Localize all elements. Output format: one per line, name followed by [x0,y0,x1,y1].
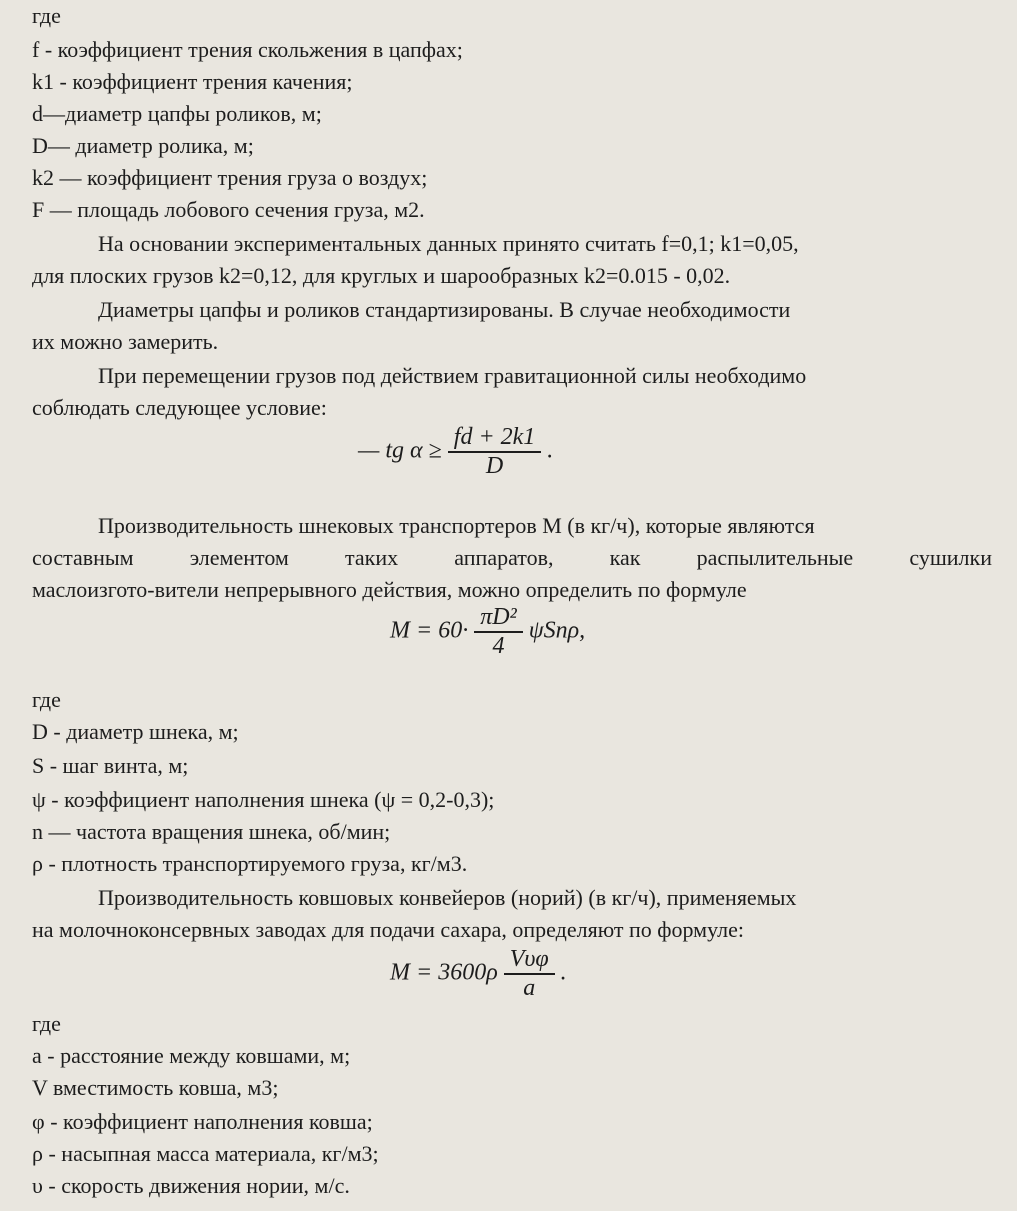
paragraph-bucket-line1: Производительность ковшовых конвейеров (норий) (в кг/ч), применяемых [98,885,797,910]
formula-screw-denominator: 4 [492,633,505,659]
paragraph-screw-line2: составным элементом таких аппаратов, как распылительные сушилки [32,545,992,570]
formula-gravity-denominator: D [485,453,504,479]
formula-gravity-condition [358,424,553,480]
formula-screw-capacity [390,604,585,660]
definition-D: D— диаметр ролика, м; [32,133,254,158]
definition-rho-bulk: ρ - насыпная масса материала, кг/м3; [32,1141,379,1166]
formula-screw-numerator: πD² [474,604,523,633]
definition-phi: φ - коэффициент наполнения ковша; [32,1109,373,1134]
formula-gravity-left: — tg α ≥ [358,437,442,464]
definition-screw-diameter: D - диаметр шнека, м; [32,719,239,744]
where-label-2: где [32,687,61,712]
definition-V: V вместимость ковша, м3; [32,1075,279,1100]
paragraph-screw-line3: маслоизгото-вители непрерывного действия, можно определить по формуле [32,577,747,602]
definition-rho: ρ - плотность транспортируемого груза, кг/м3. [32,851,468,876]
paragraph-screw-line1: Производительность шнековых транспортеров M (в кг/ч), которые являются [98,513,815,538]
formula-bucket-denominator: a [523,975,536,1001]
definition-n: n — частота вращения шнека, об/мин; [32,819,391,844]
definition-k1: k1 - коэффициент трения качения; [32,69,353,94]
formula-gravity-fraction [448,424,542,480]
definition-d: d—диаметр цапфы роликов, м; [32,101,322,126]
paragraph-coefficients-line2: для плоских грузов k2=0,12, для круглых и шарообразных k2=0.015 - 0,02. [32,263,731,288]
definition-k2: k2 — коэффициент трения груза о воздух; [32,165,428,190]
paragraph-gravity-line2: соблюдать следующее условие: [32,395,327,420]
formula-bucket-fraction [504,946,555,1002]
definition-psi: ψ - коэффициент наполнения шнека (ψ = 0,2-0,3); [32,787,495,812]
definition-f: f - коэффициент трения скольжения в цапфах; [32,37,463,62]
formula-bucket-capacity [390,946,567,1002]
formula-bucket-numerator: Vυφ [504,946,555,975]
definition-v: υ - скорость движения нории, м/с. [32,1173,350,1198]
formula-gravity-tail: . [547,437,554,464]
formula-gravity-numerator: fd + 2k1 [448,424,542,453]
definition-screw-pitch: S - шаг винта, м; [32,753,189,778]
formula-screw-fraction [474,604,523,660]
definition-F: F — площадь лобового сечения груза, м2. [32,197,425,222]
paragraph-coefficients-line1: На основании экспериментальных данных принято считать f=0,1; k1=0,05, [98,231,799,256]
formula-screw-tail: ψSnρ, [528,617,586,644]
paragraph-gravity-line1: При перемещении грузов под действием гравитационной силы необходимо [98,363,807,388]
paragraph-diameters-line2: их можно замерить. [32,329,219,354]
where-label-3: где [32,1011,61,1036]
formula-bucket-left: M = 3600ρ [390,959,498,986]
paragraph-bucket-line2: на молочноконсервных заводах для подачи сахара, определяют по формуле: [32,917,744,942]
definition-a: a - расстояние между ковшами, м; [32,1043,351,1068]
where-label-1: где [32,3,61,28]
formula-screw-left: M = 60· [390,617,469,644]
paragraph-diameters-line1: Диаметры цапфы и роликов стандартизированы. В случае необходимости [98,297,791,322]
formula-bucket-tail: . [560,959,567,986]
